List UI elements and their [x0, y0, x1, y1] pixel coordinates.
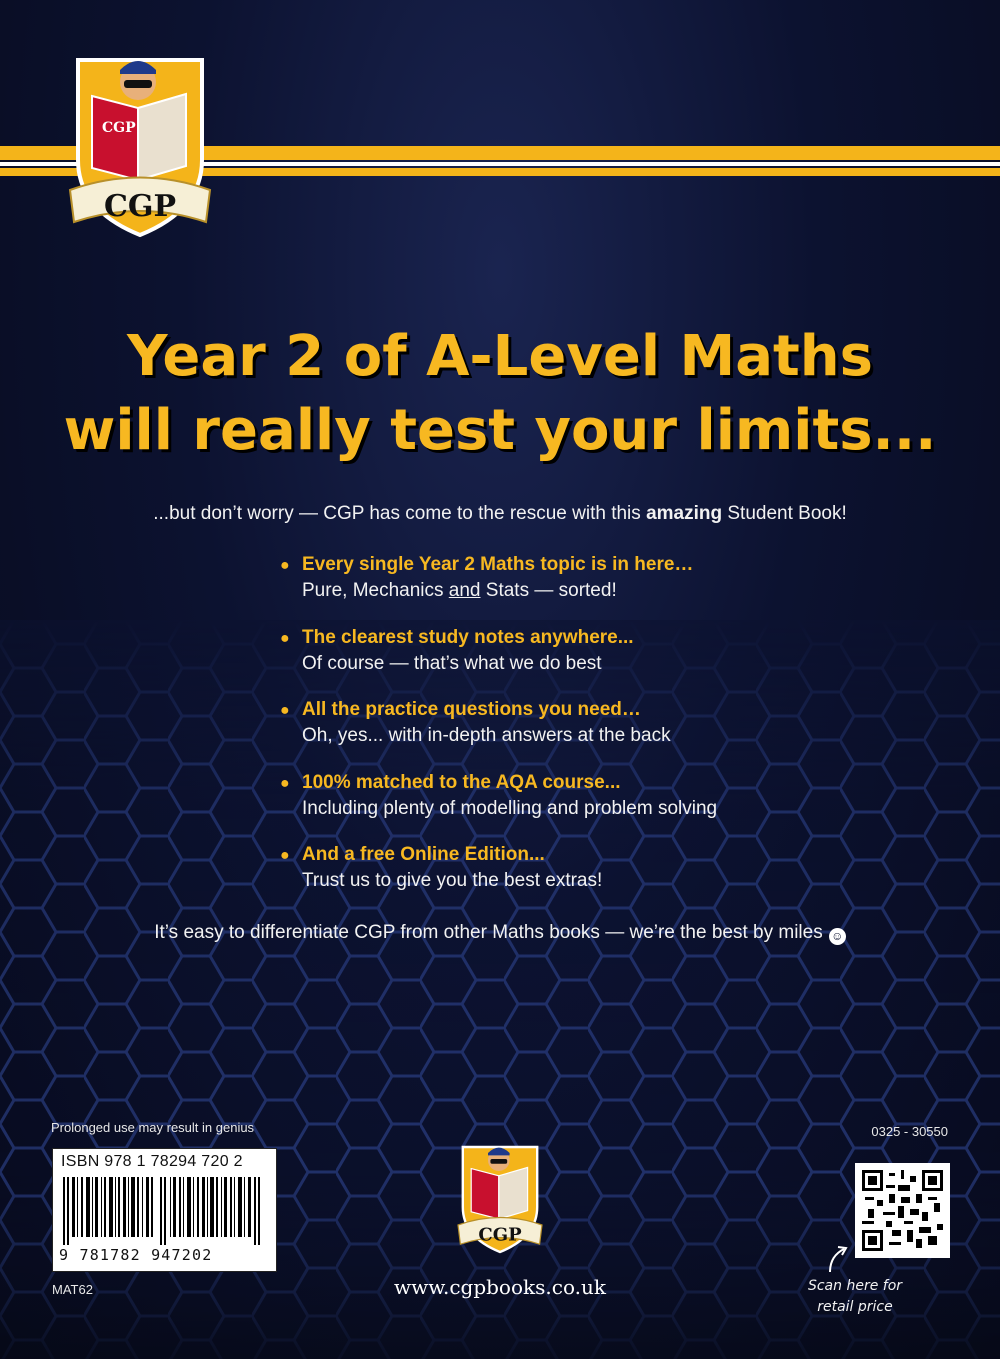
- bullet-dot: ●: [280, 629, 290, 647]
- scan-caption-line-1: Scan here for: [807, 1278, 903, 1294]
- bullet-subtext: [302, 578, 840, 604]
- list-item: [280, 625, 840, 698]
- bullet-heading: And a free Online Edition...: [302, 844, 545, 865]
- list-item: [280, 552, 840, 625]
- feature-list: [280, 552, 840, 915]
- bullet-dot: ●: [280, 847, 290, 864]
- smiley-icon: ☺: [829, 928, 846, 945]
- bullet-heading: The clearest study notes anywhere...: [302, 626, 634, 648]
- intro-before: ...but don’t worry — CGP has come to the rescue with this: [153, 503, 647, 524]
- bullet-subtext-underlined: and: [448, 580, 481, 601]
- curved-arrow-icon: [826, 1244, 852, 1274]
- bullet-dot: ●: [280, 557, 290, 574]
- bullet-subtext-after: Stats — sorted!: [480, 580, 617, 601]
- bullet-heading: Every single Year 2 Maths topic is in here…: [302, 554, 694, 575]
- headline: [0, 320, 1000, 468]
- svg-text:CGP: CGP: [478, 1224, 522, 1246]
- headline-line-2: will really test your limits...: [63, 398, 937, 463]
- series-code: MAT62: [52, 1282, 93, 1297]
- bullet-heading: 100% matched to the AQA course...: [302, 771, 621, 793]
- isbn-label: ISBN 978 1 78294 720 2: [61, 1153, 243, 1170]
- scan-caption-line-2: retail price: [817, 1299, 893, 1315]
- scan-caption: [795, 1276, 915, 1318]
- list-item: [280, 697, 840, 770]
- list-item: [280, 842, 840, 915]
- bullet-subtext: Of course — that’s what we do best: [302, 652, 602, 674]
- barcode: [52, 1148, 277, 1272]
- intro-emphasis: amazing: [646, 503, 723, 524]
- bullet-dot: ●: [280, 702, 290, 719]
- closing-line: It’s easy to differentiate CGP from other Maths books — we’re the best by miles: [154, 922, 823, 943]
- website-link[interactable]: www.cgpbooks.co.uk: [393, 1275, 607, 1299]
- bullet-subtext-before: Pure, Mechanics: [302, 580, 449, 601]
- svg-text:CGP: CGP: [102, 120, 136, 136]
- product-code: 0325 - 30550: [871, 1124, 948, 1139]
- intro-after: Student Book!: [722, 503, 847, 524]
- bullet-subtext: Including plenty of modelling and problem solving: [302, 797, 718, 819]
- bullet-subtext: Trust us to give you the best extras!: [302, 870, 603, 891]
- barcode-digits: 9 781782 947202: [59, 1246, 213, 1264]
- closing-text: [0, 922, 1000, 945]
- list-item: [280, 770, 840, 843]
- tagline: Prolonged use may result in genius: [51, 1120, 255, 1135]
- bullet-subtext: Oh, yes... with in-depth answers at the back: [302, 725, 671, 746]
- bullet-heading: All the practice questions you need…: [302, 699, 641, 720]
- svg-text:CGP: CGP: [103, 189, 177, 224]
- barcode-bars: [63, 1177, 266, 1245]
- intro-text: [0, 503, 1000, 525]
- cgp-logo-small: [440, 1130, 560, 1260]
- headline-line-1: Year 2 of A-Level Maths: [127, 324, 873, 389]
- cgp-logo: [40, 40, 240, 240]
- qr-code: [855, 1163, 950, 1258]
- bullet-dot: ●: [280, 774, 290, 792]
